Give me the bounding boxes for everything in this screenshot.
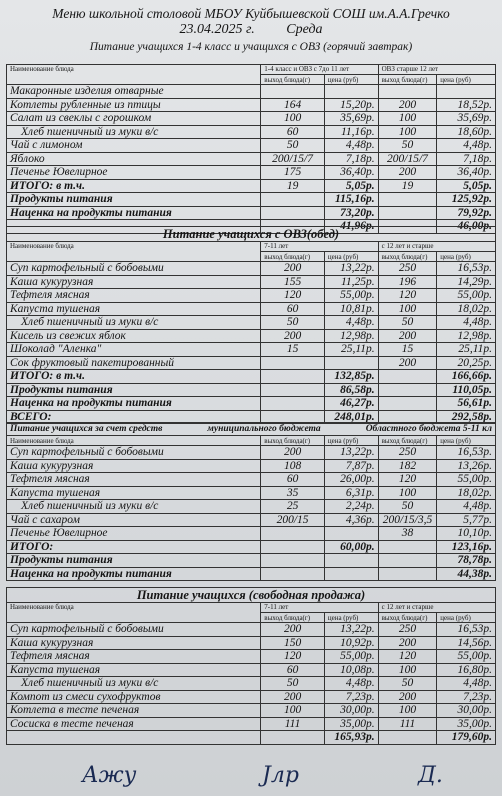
row-out-a [261, 370, 325, 384]
row-name: Хлеб пшеничный из муки в/с [7, 677, 261, 691]
table-row [7, 663, 496, 677]
row-out-b: 200/15/3,5 [378, 513, 437, 527]
row-price-a: 10,81р. [324, 302, 378, 316]
row-name: Котлеты рубленные из птицы [7, 98, 261, 112]
row-out-b [378, 554, 437, 568]
row-price-b: 4,48р. [437, 677, 496, 691]
signature-1: Ажу [82, 763, 137, 788]
row-out-b: 182 [378, 459, 437, 473]
col-header-price: цена (руб) [437, 75, 496, 85]
row-out-a: 50 [261, 139, 325, 153]
table-row [7, 316, 496, 330]
breakfast-table [6, 64, 496, 234]
row-out-a: 25 [261, 500, 325, 514]
row-out-a: 120 [261, 289, 325, 303]
row-out-a [261, 527, 325, 541]
row-out-a: 50 [261, 316, 325, 330]
col-header-out: выход блюда(г) [261, 252, 325, 262]
row-out-a: 100 [261, 704, 325, 718]
row-out-a [261, 193, 325, 207]
row-price-a: 7,87р. [324, 459, 378, 473]
row-price-b: 25,11р. [437, 343, 496, 357]
row-out-b: 38 [378, 527, 437, 541]
row-out-b [378, 540, 437, 554]
table-row [7, 677, 496, 691]
col-header-price: цена (руб) [324, 252, 378, 262]
row-out-a [261, 554, 325, 568]
row-out-b: 19 [378, 179, 437, 193]
row-out-a: 100 [261, 112, 325, 126]
row-out-b: 100 [378, 302, 437, 316]
row-price-a: 6,31р. [324, 486, 378, 500]
row-price-a: 10,08р. [324, 663, 378, 677]
table-row [7, 650, 496, 664]
table-row [7, 486, 496, 500]
row-name: Салат из свеклы с горошком [7, 112, 261, 126]
table-row [7, 343, 496, 357]
section-free-sale [6, 587, 496, 745]
row-out-b: 100 [378, 125, 437, 139]
row-name: Тефтеля мясная [7, 289, 261, 303]
table-header-row [7, 603, 496, 613]
col-header-price: цена (руб) [324, 613, 378, 623]
row-price-b: 12,98р. [437, 329, 496, 343]
row-out-a: 200 [261, 329, 325, 343]
row-price-b [437, 85, 496, 99]
row-price-b: 13,26р. [437, 459, 496, 473]
section-4-title: Питание учащихся (свободная продажа) [6, 587, 496, 602]
table-row [7, 125, 496, 139]
table-header-row [7, 242, 496, 252]
row-price-b: 4,48р. [437, 316, 496, 330]
row-out-b: 120 [378, 289, 437, 303]
group-a-header: 7-11 лет [261, 242, 378, 252]
row-out-a [261, 206, 325, 220]
table-header-row [7, 65, 496, 75]
col-header-out: выход блюда(г) [378, 436, 437, 446]
section-ovz-lunch [6, 226, 496, 424]
row-price-a: 115,16р. [324, 193, 378, 207]
row-out-a: 200/15/7 [261, 152, 325, 166]
row-price-a [324, 85, 378, 99]
table-row [7, 329, 496, 343]
col-header-out: выход блюда(г) [378, 613, 437, 623]
row-out-b: 50 [378, 500, 437, 514]
group-a-header: 7-11 лет [261, 603, 378, 613]
row-out-a: 120 [261, 650, 325, 664]
row-name: Чай с лимоном [7, 139, 261, 153]
row-out-b: 200 [378, 166, 437, 180]
table-row [7, 567, 496, 581]
row-price-a [324, 554, 378, 568]
table-row [7, 704, 496, 718]
col-header-price: цена (руб) [437, 436, 496, 446]
row-name: Каша кукурузная [7, 636, 261, 650]
row-price-a: 41,96р. [324, 220, 378, 234]
row-out-b: 100 [378, 112, 437, 126]
table-row [7, 397, 496, 411]
col-header-out: выход блюда(г) [378, 252, 437, 262]
row-out-b [378, 193, 437, 207]
section-1-title: Питание учащихся 1-4 класс и учащихся с ОВЗ (горячий завтрак) [89, 41, 413, 53]
row-price-b: 18,02р. [437, 302, 496, 316]
row-name: Продукты питания [7, 554, 261, 568]
row-out-b [378, 206, 437, 220]
row-price-b: 14,29р. [437, 275, 496, 289]
table-header-row [7, 436, 496, 446]
row-price-a: 248,01р. [324, 410, 378, 424]
row-name: Капуста тушеная [7, 302, 261, 316]
row-price-a: 46,27р. [324, 397, 378, 411]
col-header-name: Наименование блюда [7, 242, 261, 262]
row-price-b: 5,77р. [437, 513, 496, 527]
row-out-b [378, 85, 437, 99]
col-header-price: цена (руб) [437, 252, 496, 262]
row-name: Суп картофельный с бобовыми [7, 623, 261, 637]
row-price-b: 18,52р. [437, 98, 496, 112]
row-price-a: 25,11р. [324, 343, 378, 357]
table-row [7, 289, 496, 303]
table-row [7, 356, 496, 370]
row-name: Каша кукурузная [7, 275, 261, 289]
row-price-b: 179,60р. [437, 731, 496, 745]
table-row [7, 731, 496, 745]
row-out-b: 100 [378, 663, 437, 677]
row-out-b: 50 [378, 677, 437, 691]
row-price-b: 18,60р. [437, 125, 496, 139]
row-name: Сосиска в тесте печеная [7, 717, 261, 731]
col-header-price: цена (руб) [324, 436, 378, 446]
menu-weekday: Среда [286, 22, 323, 37]
section-budget [6, 422, 496, 581]
row-out-a [261, 540, 325, 554]
row-out-b: 250 [378, 262, 437, 276]
row-out-a: 60 [261, 473, 325, 487]
row-price-b: 20,25р. [437, 356, 496, 370]
row-price-b: 110,05р. [437, 383, 496, 397]
row-out-a: 150 [261, 636, 325, 650]
table-row [7, 206, 496, 220]
group-b-header: с 12 лет и старше [378, 242, 495, 252]
row-price-b: 166,66р. [437, 370, 496, 384]
row-price-b: 35,00р. [437, 717, 496, 731]
row-price-a: 132,85р. [324, 370, 378, 384]
col-header-name: Наименование блюда [7, 65, 261, 85]
section-3-title-left: Питание учащихся за счет средств [10, 424, 163, 434]
table-row [7, 302, 496, 316]
row-out-b: 250 [378, 446, 437, 460]
row-out-a: 60 [261, 663, 325, 677]
row-price-b: 4,48р. [437, 139, 496, 153]
row-out-b: 196 [378, 275, 437, 289]
row-out-b [378, 567, 437, 581]
row-out-a: 164 [261, 98, 325, 112]
row-out-a [261, 383, 325, 397]
row-out-a [261, 356, 325, 370]
row-out-b: 50 [378, 316, 437, 330]
row-out-b: 200 [378, 98, 437, 112]
row-price-b: 7,18р. [437, 152, 496, 166]
row-out-b: 200/15/7 [378, 152, 437, 166]
table-row [7, 690, 496, 704]
row-price-b: 14,56р. [437, 636, 496, 650]
table-row [7, 262, 496, 276]
row-name: Яблоко [7, 152, 261, 166]
row-price-b: 35,69р. [437, 112, 496, 126]
table-row [7, 152, 496, 166]
row-name: Печенье Ювелирное [7, 166, 261, 180]
table-row [7, 112, 496, 126]
table-row [7, 540, 496, 554]
signature-3: Д. [418, 763, 443, 788]
row-name: Сок фруктовый пакетированный [7, 356, 261, 370]
row-price-a: 26,00р. [324, 473, 378, 487]
row-price-a: 55,00р. [324, 289, 378, 303]
row-out-a: 200 [261, 623, 325, 637]
row-price-a: 35,00р. [324, 717, 378, 731]
row-out-a: 50 [261, 677, 325, 691]
row-price-a: 11,16р. [324, 125, 378, 139]
row-name: Тефтеля мясная [7, 650, 261, 664]
row-name: Каша кукурузная [7, 459, 261, 473]
section-2-title: Питание учащихся с ОВЗ(обед) [6, 226, 496, 241]
row-out-b: 100 [378, 704, 437, 718]
budget-table [6, 435, 496, 581]
row-name: Хлеб пшеничный из муки в/с [7, 125, 261, 139]
menu-title: Меню школьной столовой МБОУ Куйбышевской СОШ им.А.А.Гречко [52, 6, 450, 21]
row-price-a: 2,24р. [324, 500, 378, 514]
row-out-a: 19 [261, 179, 325, 193]
row-price-a: 12,98р. [324, 329, 378, 343]
row-price-b: 55,00р. [437, 289, 496, 303]
row-price-b: 125,92р. [437, 193, 496, 207]
col-header-out: выход блюда(г) [261, 613, 325, 623]
row-out-a: 108 [261, 459, 325, 473]
signature-2: Јлр [262, 763, 299, 788]
row-out-a: 111 [261, 717, 325, 731]
row-out-b: 200 [378, 636, 437, 650]
row-price-b: 123,16р. [437, 540, 496, 554]
row-price-a: 11,25р. [324, 275, 378, 289]
row-price-a: 4,48р. [324, 677, 378, 691]
row-price-b: 16,53р. [437, 623, 496, 637]
row-price-b: 5,05р. [437, 179, 496, 193]
row-price-b: 46,00р. [437, 220, 496, 234]
row-name: Суп картофельный с бобовыми [7, 446, 261, 460]
row-name: Суп картофельный с бобовыми [7, 262, 261, 276]
row-out-b: 120 [378, 650, 437, 664]
row-name: Наценка на продукты питания [7, 206, 261, 220]
row-price-a: 13,22р. [324, 262, 378, 276]
row-price-b: 30,00р. [437, 704, 496, 718]
row-name: Капуста тушеная [7, 663, 261, 677]
row-out-a [261, 567, 325, 581]
row-price-b: 292,58р. [437, 410, 496, 424]
row-out-a: 155 [261, 275, 325, 289]
row-price-a: 86,58р. [324, 383, 378, 397]
ovz-lunch-table [6, 241, 496, 424]
row-price-a: 4,48р. [324, 316, 378, 330]
row-out-a: 35 [261, 486, 325, 500]
row-out-b [378, 383, 437, 397]
row-out-a: 200 [261, 446, 325, 460]
row-price-b: 16,53р. [437, 262, 496, 276]
table-row [7, 85, 496, 99]
row-price-b: 55,00р. [437, 473, 496, 487]
row-price-a [324, 356, 378, 370]
section-breakfast [6, 64, 496, 234]
row-price-a: 5,05р. [324, 179, 378, 193]
row-name: ВСЕГО: [7, 410, 261, 424]
row-price-a: 73,20р. [324, 206, 378, 220]
group-b-header: ОВЗ старше 12 лет [378, 65, 495, 75]
row-out-b: 111 [378, 717, 437, 731]
row-price-a: 13,22р. [324, 446, 378, 460]
row-name: Компот из смеси сухофруктов [7, 690, 261, 704]
table-row [7, 500, 496, 514]
col-header-out: выход блюда(г) [261, 436, 325, 446]
menu-date-line [0, 22, 502, 37]
row-price-b: 55,00р. [437, 650, 496, 664]
row-name: Хлеб пшеничный из муки в/с [7, 316, 261, 330]
row-name: ИТОГО: в т.ч. [7, 370, 261, 384]
row-out-b [378, 731, 437, 745]
group-b-header: с 12 лет и старше [378, 603, 495, 613]
row-name: Наценка на продукты питания [7, 397, 261, 411]
row-price-a: 165,93р. [324, 731, 378, 745]
row-name: Наценка на продукты питания [7, 567, 261, 581]
table-row [7, 623, 496, 637]
col-header-price: цена (руб) [437, 613, 496, 623]
row-name: Продукты питания [7, 383, 261, 397]
row-out-b: 200 [378, 356, 437, 370]
row-price-a: 15,20р. [324, 98, 378, 112]
row-out-a [261, 731, 325, 745]
row-out-a: 60 [261, 125, 325, 139]
row-name: Хлеб пшеничный из муки в/с [7, 500, 261, 514]
row-price-b: 36,40р. [437, 166, 496, 180]
row-price-a: 30,00р. [324, 704, 378, 718]
row-price-a [324, 527, 378, 541]
table-row [7, 166, 496, 180]
col-header-name: Наименование блюда [7, 603, 261, 623]
table-row [7, 193, 496, 207]
row-price-a [324, 567, 378, 581]
section-3-title-mid: муниципального бюджета [207, 424, 321, 434]
row-price-b: 79,92р. [437, 206, 496, 220]
row-price-a: 36,40р. [324, 166, 378, 180]
row-name: ИТОГО: в т.ч. [7, 179, 261, 193]
row-out-a: 175 [261, 166, 325, 180]
row-price-a: 7,18р. [324, 152, 378, 166]
row-out-a: 200 [261, 690, 325, 704]
row-price-a: 4,48р. [324, 139, 378, 153]
row-price-a: 4,36р. [324, 513, 378, 527]
row-name: Тефтеля мясная [7, 473, 261, 487]
row-out-b: 200 [378, 690, 437, 704]
table-row [7, 554, 496, 568]
row-name: Капуста тушеная [7, 486, 261, 500]
row-name: Печенье Ювелирное [7, 527, 261, 541]
row-name: ИТОГО: [7, 540, 261, 554]
row-name: Кисель из свежих яблок [7, 329, 261, 343]
row-out-a: 60 [261, 302, 325, 316]
row-name: Чай с сахаром [7, 513, 261, 527]
table-row [7, 717, 496, 731]
col-header-price: цена (руб) [324, 75, 378, 85]
row-name [7, 731, 261, 745]
row-out-a: 200/15 [261, 513, 325, 527]
row-out-b: 120 [378, 473, 437, 487]
row-price-b: 4,48р. [437, 500, 496, 514]
row-price-a: 7,23р. [324, 690, 378, 704]
row-out-b: 200 [378, 329, 437, 343]
row-price-b: 56,61р. [437, 397, 496, 411]
table-row [7, 513, 496, 527]
table-row [7, 527, 496, 541]
row-price-a: 10,92р. [324, 636, 378, 650]
row-name: Котлета в тесте печеная [7, 704, 261, 718]
row-out-b: 250 [378, 623, 437, 637]
row-name: Продукты питания [7, 193, 261, 207]
col-header-name: Наименование блюда [7, 436, 261, 446]
menu-date: 23.04.2025 г. [179, 22, 255, 37]
row-out-b: 100 [378, 486, 437, 500]
row-price-b: 18,02р. [437, 486, 496, 500]
table-row [7, 370, 496, 384]
row-out-a: 15 [261, 343, 325, 357]
section-3-title-right: Областного бюджета 5-11 кл [365, 424, 492, 434]
row-out-b: 50 [378, 139, 437, 153]
table-row [7, 98, 496, 112]
row-name: Шоколад "Аленка" [7, 343, 261, 357]
col-header-out: выход блюда(г) [378, 75, 437, 85]
row-out-a: 200 [261, 262, 325, 276]
row-out-b [378, 397, 437, 411]
row-price-b: 16,53р. [437, 446, 496, 460]
row-out-b [378, 370, 437, 384]
row-out-b: 15 [378, 343, 437, 357]
row-price-a: 13,22р. [324, 623, 378, 637]
table-row [7, 275, 496, 289]
table-row [7, 139, 496, 153]
row-out-a [261, 85, 325, 99]
row-price-b: 10,10р. [437, 527, 496, 541]
free-sale-table [6, 602, 496, 745]
row-price-b: 44,38р. [437, 567, 496, 581]
table-row [7, 636, 496, 650]
row-price-b: 78,78р. [437, 554, 496, 568]
row-price-a: 55,00р. [324, 650, 378, 664]
row-name: Макаронные изделия отварные [7, 85, 261, 99]
row-out-a [261, 397, 325, 411]
row-price-a: 60,00р. [324, 540, 378, 554]
row-price-b: 16,80р. [437, 663, 496, 677]
table-row [7, 473, 496, 487]
row-price-b: 7,23р. [437, 690, 496, 704]
section-3-title [6, 422, 496, 435]
col-header-out: выход блюда(г) [261, 75, 325, 85]
table-row [7, 383, 496, 397]
table-row [7, 459, 496, 473]
table-row [7, 179, 496, 193]
row-price-a: 35,69р. [324, 112, 378, 126]
table-row [7, 446, 496, 460]
group-a-header: 1-4 класс и ОВЗ с 7до 11 лет [261, 65, 378, 75]
